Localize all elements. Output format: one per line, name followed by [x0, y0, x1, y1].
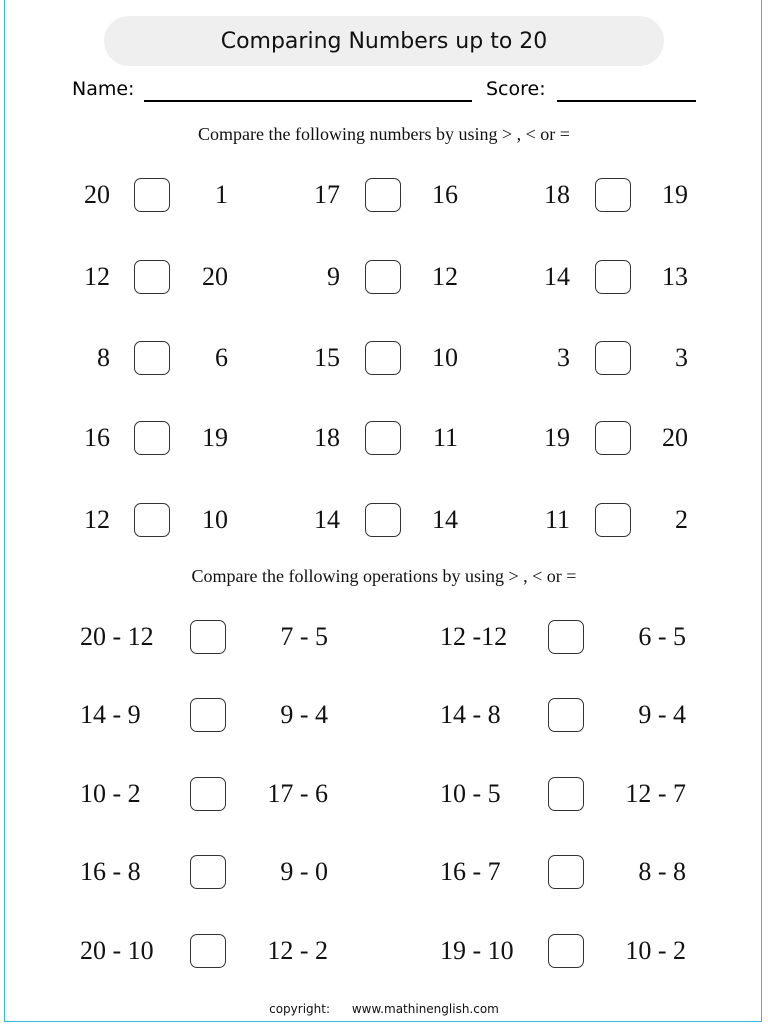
right-expression: 8 - 8	[638, 857, 686, 886]
left-expression: 14 - 9	[80, 700, 141, 729]
right-number: 12	[432, 262, 458, 291]
score-field-line[interactable]	[557, 100, 696, 102]
left-expression: 14 - 8	[440, 700, 501, 729]
answer-box[interactable]	[134, 178, 170, 212]
right-number: 1	[215, 180, 228, 209]
right-expression: 7 - 5	[280, 622, 328, 651]
right-number: 20	[202, 262, 228, 291]
right-expression: 12 - 2	[267, 936, 328, 965]
left-number: 17	[314, 180, 340, 209]
website-link[interactable]: www.mathinenglish.com	[351, 1002, 499, 1016]
answer-box[interactable]	[365, 260, 401, 294]
name-field-line[interactable]	[144, 100, 472, 102]
left-number: 18	[314, 423, 340, 452]
answer-box[interactable]	[548, 934, 584, 968]
left-number: 11	[544, 505, 570, 534]
right-number: 19	[202, 423, 228, 452]
left-number: 20	[84, 180, 110, 209]
right-number: 19	[662, 180, 688, 209]
answer-box[interactable]	[134, 503, 170, 537]
answer-box[interactable]	[365, 341, 401, 375]
left-number: 9	[327, 262, 340, 291]
name-score-bar	[0, 78, 768, 108]
left-expression: 20 - 12	[80, 622, 154, 651]
left-number: 14	[544, 262, 570, 291]
answer-box[interactable]	[365, 178, 401, 212]
score-label: Score:	[486, 78, 546, 100]
left-expression: 19 - 10	[440, 936, 514, 965]
answer-box[interactable]	[134, 260, 170, 294]
answer-box[interactable]	[365, 503, 401, 537]
right-expression: 9 - 0	[280, 857, 328, 886]
right-expression: 17 - 6	[267, 779, 328, 808]
left-expression: 12 -12	[440, 622, 508, 651]
answer-box[interactable]	[595, 260, 631, 294]
left-number: 3	[557, 343, 570, 372]
answer-box[interactable]	[190, 855, 226, 889]
answer-box[interactable]	[548, 620, 584, 654]
answer-box[interactable]	[190, 934, 226, 968]
answer-box[interactable]	[365, 421, 401, 455]
worksheet-title: Comparing Numbers up to 20	[104, 16, 664, 66]
right-number: 3	[675, 343, 688, 372]
left-number: 8	[97, 343, 110, 372]
numbers-instruction: Compare the following numbers by using > , < or =	[198, 124, 570, 144]
left-expression: 20 - 10	[80, 936, 154, 965]
right-number: 13	[662, 262, 688, 291]
left-expression: 10 - 5	[440, 779, 501, 808]
answer-box[interactable]	[190, 777, 226, 811]
footer	[0, 1002, 768, 1016]
left-number: 12	[84, 505, 110, 534]
right-number: 6	[215, 343, 228, 372]
right-number: 11	[432, 423, 458, 452]
name-label: Name:	[72, 78, 135, 100]
left-number: 14	[314, 505, 340, 534]
right-expression: 9 - 4	[638, 700, 686, 729]
answer-box[interactable]	[595, 503, 631, 537]
right-expression: 12 - 7	[625, 779, 686, 808]
left-expression: 16 - 8	[80, 857, 141, 886]
right-expression: 10 - 2	[625, 936, 686, 965]
answer-box[interactable]	[595, 421, 631, 455]
right-number: 2	[675, 505, 688, 534]
right-number: 14	[432, 505, 458, 534]
left-number: 12	[84, 262, 110, 291]
left-expression: 16 - 7	[440, 857, 501, 886]
right-number: 20	[662, 423, 688, 452]
answer-box[interactable]	[548, 698, 584, 732]
right-number: 16	[432, 180, 458, 209]
operations-instruction: Compare the following operations by using > , < or =	[191, 566, 577, 586]
right-number: 10	[202, 505, 228, 534]
answer-box[interactable]	[134, 341, 170, 375]
right-expression: 9 - 4	[280, 700, 328, 729]
left-expression: 10 - 2	[80, 779, 141, 808]
answer-box[interactable]	[548, 777, 584, 811]
left-number: 18	[544, 180, 570, 209]
answer-box[interactable]	[190, 698, 226, 732]
left-number: 19	[544, 423, 570, 452]
right-expression: 6 - 5	[638, 622, 686, 651]
copyright-label: copyright:	[269, 1002, 331, 1016]
answer-box[interactable]	[190, 620, 226, 654]
right-number: 10	[432, 343, 458, 372]
left-number: 16	[84, 423, 110, 452]
answer-box[interactable]	[595, 341, 631, 375]
answer-box[interactable]	[548, 855, 584, 889]
left-number: 15	[314, 343, 340, 372]
answer-box[interactable]	[595, 178, 631, 212]
answer-box[interactable]	[134, 421, 170, 455]
